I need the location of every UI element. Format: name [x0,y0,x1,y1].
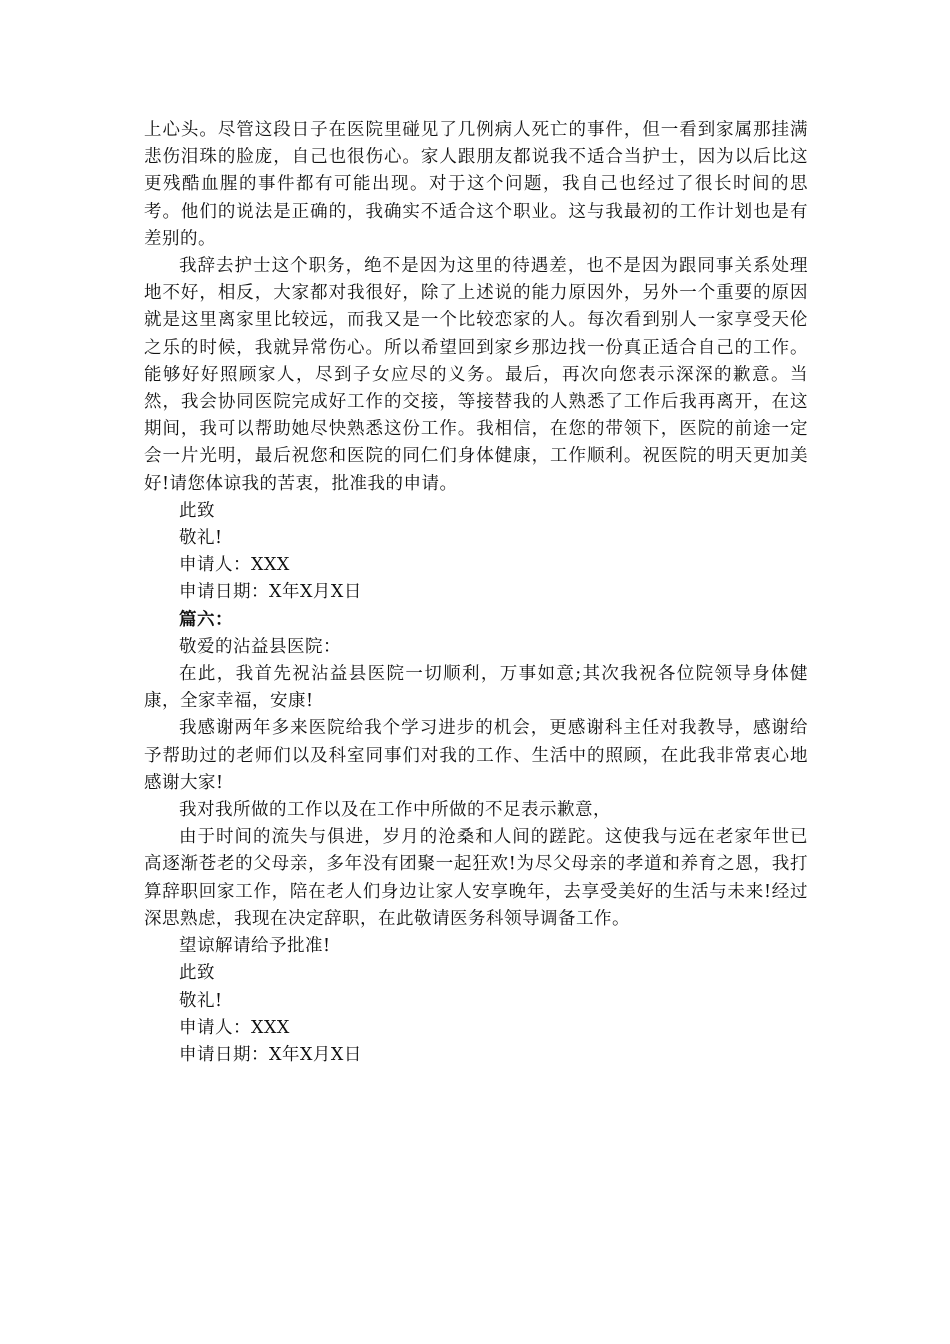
applicant-line: 申请人：XXX [179,1017,290,1038]
resignation-reason-paragraph: 我辞去护士这个职务，绝不是因为这里的待遇差，也不是因为跟同事关系处理地不好，相反，大家都对我很好，除了上述说的能力原因外，另外一个重要的原因就是这里离家里比较远，而我又是一个比较恋家的人。每次看到别人一家享受天伦之乐的时候，我就异常伤心。所以希望回到家乡那边找一份真正适合自己的工作。能够好好照顾家人，尽到子女应尽的义务。最后，再次向您表示深深的歉意。当然，我会协同医院完成好工作的交接，等接替我的人熟悉了工作后我再离开，在这期间，我可以帮助她尽快熟悉这份工作。我相信，在您的带领下，医院的前途一定会一片光明，最后祝您和医院的同仁们身体健康，工作顺利。祝医院的明天更加美好!请您体谅我的苦衷，批准我的申请。 [144,256,808,494]
salute-line: 敬礼! [179,990,223,1011]
wishes-paragraph: 在此，我首先祝沾益县医院一切顺利，万事如意;其次我祝各位院领导身体健康，全家幸福，安康! [144,664,808,712]
salute-line: 敬礼! [179,528,223,549]
continuation-paragraph: 上心头。尽管这段日子在医院里碰见了几例病人死亡的事件，但一看到家属那挂满悲伤泪珠的脸庞，自己也很伤心。家人跟朋友都说我不适合当护士，因为以后比这更残酷血腥的事件都有可能出现。对于这个问题，我自己也经过了很长时间的思考。他们的说法是正确的，我确实不适合这个职业。这与我最初的工作计划也是有差别的。 [144,120,808,249]
reason-paragraph: 由于时间的流失与俱进，岁月的沧桑和人间的蹉跎。这使我与远在老家年世已高逐渐苍老的父母亲，多年没有团聚一起狂欢!为尽父母亲的孝道和养育之恩，我打算辞职回家工作，陪在老人们身边让家人安享晚年，去享受美好的生活与未来!经过深思熟虑，我现在决定辞职，在此敬请医务科领导调备工作。 [144,827,808,929]
request-line: 望谅解请给予批准! [179,936,331,957]
thanks-paragraph: 我感谢两年多来医院给我个学习进步的机会，更感谢科主任对我教导，感谢给予帮助过的老师们以及科室同事们对我的工作、生活中的照顾，在此我非常衷心地感谢大家! [144,718,808,793]
closing-line: 此致 [179,500,215,521]
section-heading: 篇六： [179,609,233,630]
application-date-line: 申请日期：X年X月X日 [179,582,362,603]
applicant-line: 申请人：XXX [179,555,290,576]
salutation-line: 敬爱的沾益县医院： [179,636,341,657]
document-body [144,117,808,1069]
application-date-line: 申请日期：X年X月X日 [179,1044,362,1065]
closing-line: 此致 [179,963,215,984]
apology-paragraph: 我对我所做的工作以及在工作中所做的不足表示歉意， [179,800,611,821]
